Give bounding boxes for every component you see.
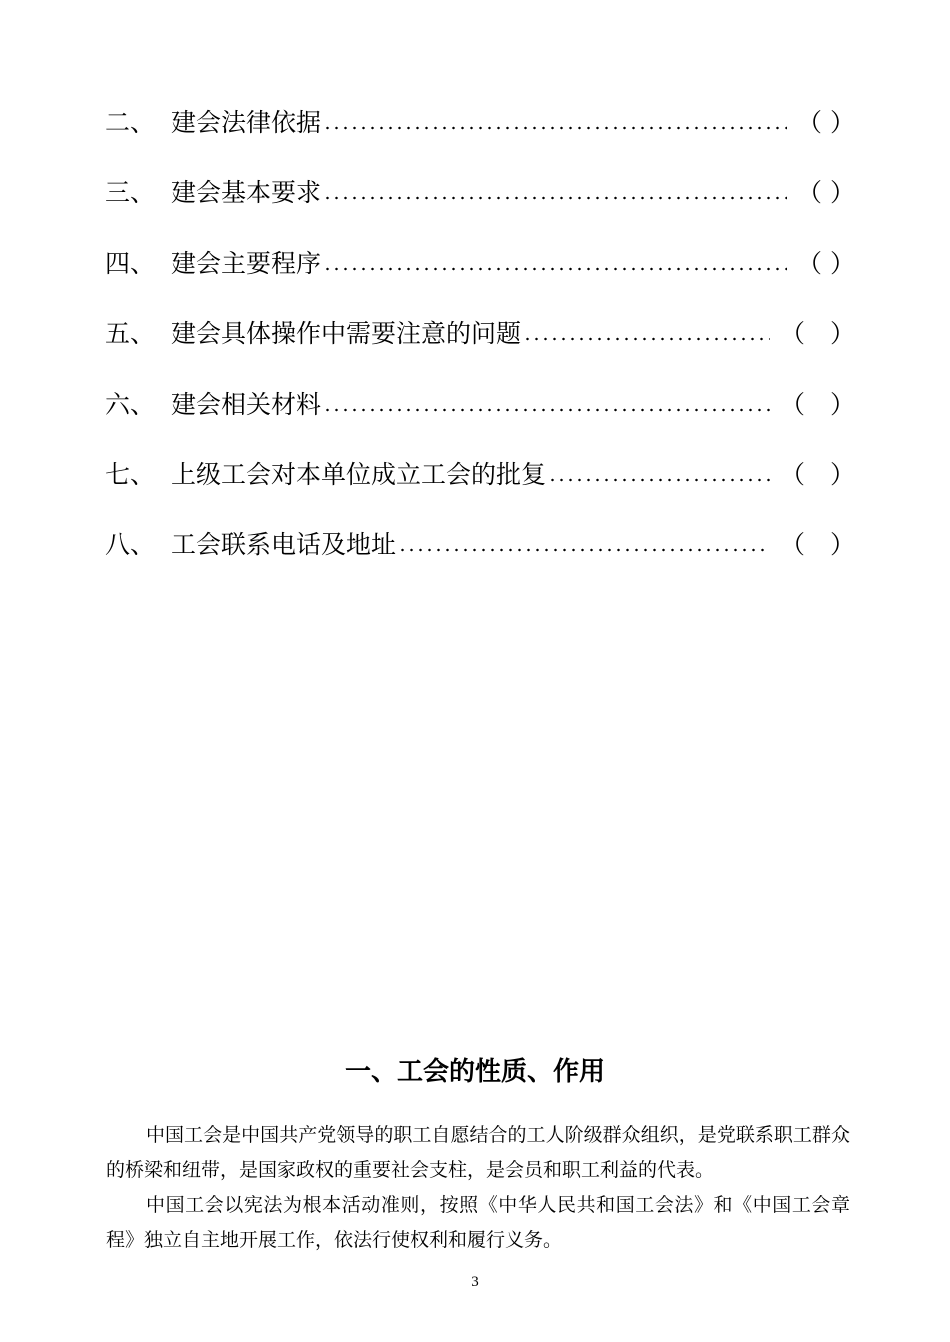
toc-dot-leader xyxy=(398,548,770,552)
toc-entry xyxy=(105,173,855,213)
toc-entry-title: 建会法律依据 xyxy=(171,108,322,137)
toc-entry-number: 八、 xyxy=(105,530,156,559)
toc-dot-leader xyxy=(323,196,787,200)
toc-entry-number: 六、 xyxy=(105,390,156,419)
section-heading: 一、工会的性质、作用 xyxy=(344,1057,605,1087)
toc-entry-page: （ ） xyxy=(779,460,855,489)
toc-dot-leader xyxy=(323,126,787,130)
toc-entry-page: （ ） xyxy=(797,178,855,207)
toc-entry xyxy=(105,385,855,425)
toc-entry-page: （ ） xyxy=(779,530,855,559)
toc-entry xyxy=(105,455,855,495)
toc-entry-title: 上级工会对本单位成立工会的批复 xyxy=(171,460,547,489)
toc-entry-title: 建会主要程序 xyxy=(171,249,322,278)
toc-entry xyxy=(105,244,855,284)
toc-dot-leader xyxy=(323,267,787,271)
toc-entry-number: 三、 xyxy=(105,178,156,207)
toc-dot-leader xyxy=(323,408,770,412)
toc-dot-leader xyxy=(523,337,770,341)
toc-entry-page: （ ） xyxy=(779,319,855,348)
toc-dot-leader xyxy=(548,478,770,482)
toc-entry-title: 建会具体操作中需要注意的问题 xyxy=(171,319,522,348)
toc-entry xyxy=(105,525,855,565)
toc-entry-page: （ ） xyxy=(797,108,855,137)
toc-entry-number: 四、 xyxy=(105,249,156,278)
toc-entry-number: 七、 xyxy=(105,460,156,489)
toc-entry-title: 建会基本要求 xyxy=(171,178,322,207)
toc-entry-title: 建会相关材料 xyxy=(171,390,322,419)
toc-entry-title: 工会联系电话及地址 xyxy=(171,530,397,559)
toc-entry-number: 二、 xyxy=(105,108,156,137)
toc-entry-page: （ ） xyxy=(779,390,855,419)
body-paragraph: 中国工会是中国共产党领导的职工自愿结合的工人阶级群众组织，是党联系职工群众的桥梁和纽带，是国家政权的重要社会支柱，是会员和职工利益的代表。 xyxy=(106,1124,850,1181)
toc-entry-page: （ ） xyxy=(797,249,855,278)
toc-entry xyxy=(105,314,855,354)
page-number: 3 xyxy=(471,1274,479,1290)
body-paragraph: 中国工会以宪法为根本活动准则，按照《中华人民共和国工会法》和《中国工会章程》独立自主地开展工作，依法行使权利和履行义务。 xyxy=(106,1194,850,1251)
toc-entry-number: 五、 xyxy=(105,319,156,348)
toc-entry xyxy=(105,103,855,143)
